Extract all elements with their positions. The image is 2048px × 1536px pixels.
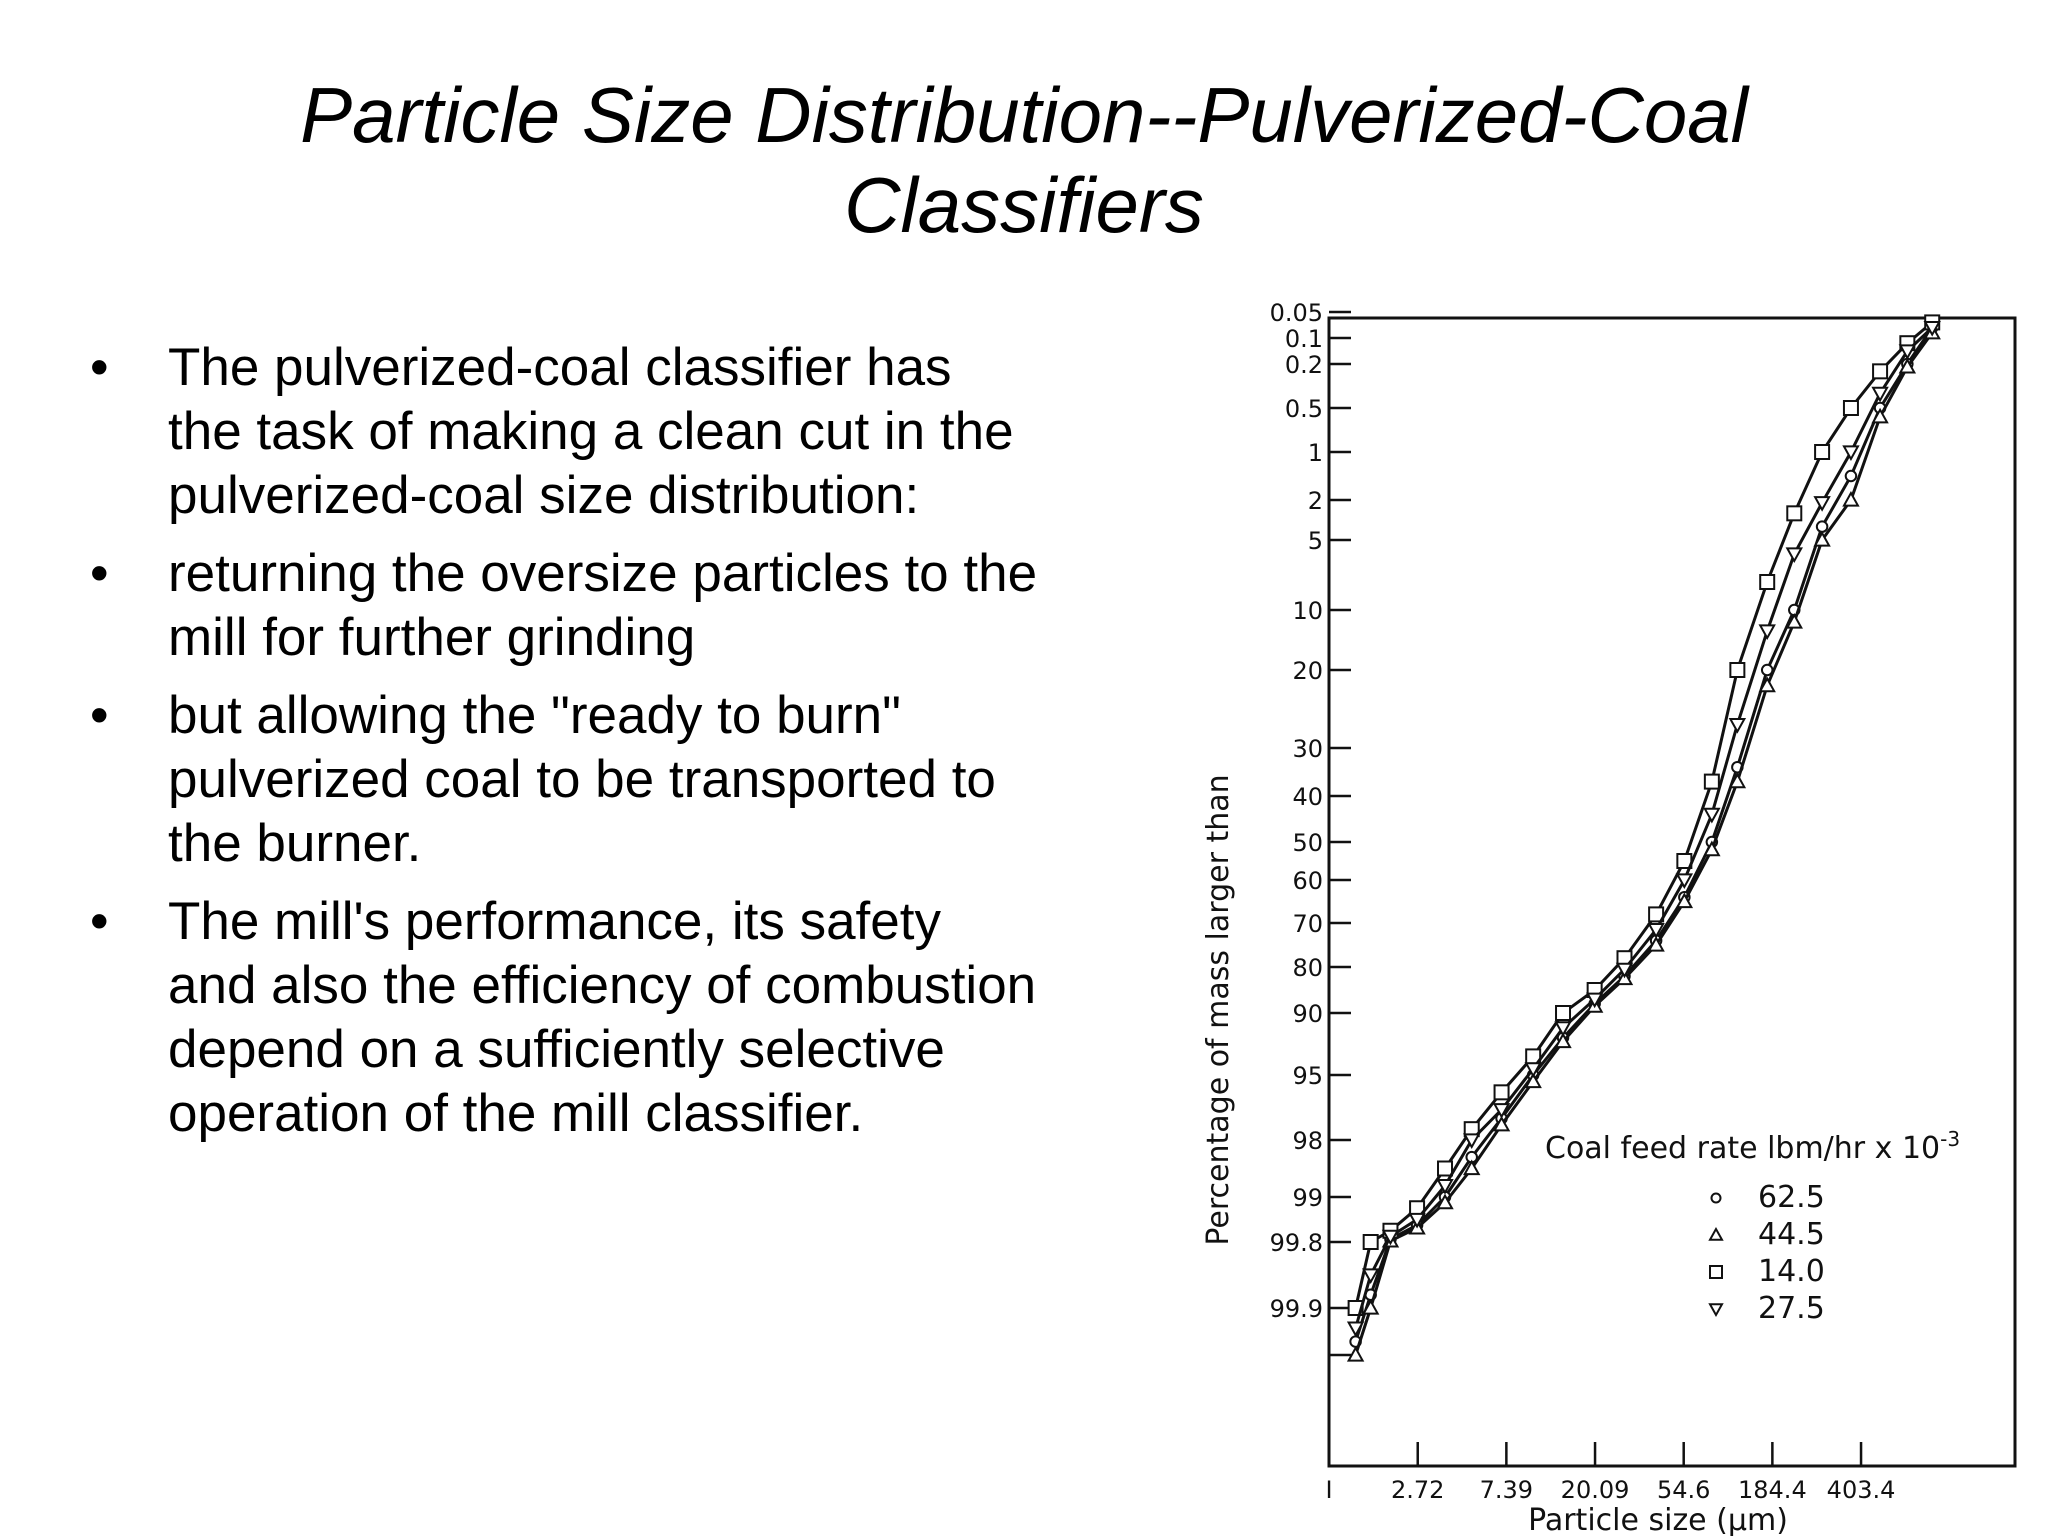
data-point-square — [1556, 1006, 1570, 1020]
y-tick-label: 70 — [1292, 910, 1323, 938]
y-tick-label: 0.1 — [1284, 325, 1323, 353]
y-tick-label: 10 — [1292, 597, 1323, 625]
data-point-square — [1787, 506, 1801, 520]
y-tick-label: 50 — [1292, 829, 1323, 857]
data-point-triangle-down — [1730, 719, 1744, 732]
particle-size-chart — [1170, 280, 2030, 1536]
legend-title-exponent: -3 — [1940, 1127, 1961, 1151]
chart-svg — [1170, 280, 2030, 1536]
y-tick-label: 40 — [1292, 783, 1323, 811]
data-point-square — [1730, 663, 1744, 677]
y-tick-label: 99 — [1292, 1184, 1323, 1212]
data-point-circle — [1817, 521, 1828, 532]
y-tick-label: 0.5 — [1284, 395, 1323, 423]
y-tick-label: 5 — [1307, 527, 1323, 555]
y-axis — [1270, 299, 1351, 1355]
data-point-square — [1844, 401, 1858, 415]
bullet-item — [78, 336, 1038, 528]
bullet-dot: • — [90, 892, 109, 951]
bullet-dot: • — [90, 686, 109, 745]
data-point-triangle-down — [1787, 548, 1801, 561]
legend-title — [1545, 1127, 1960, 1166]
y-tick-label: 80 — [1292, 954, 1323, 982]
y-tick-label: 20 — [1292, 657, 1323, 685]
data-point-triangle — [1844, 493, 1858, 506]
data-point-triangle-down — [1465, 1134, 1479, 1147]
data-point-square — [1873, 364, 1887, 378]
series-layer — [1349, 315, 1940, 1360]
y-tick-label: 90 — [1292, 1000, 1323, 1028]
x-axis-label: Particle size (μm) — [1528, 1503, 1788, 1536]
data-point-triangle-down — [1705, 809, 1719, 822]
x-tick-label: 2.72 — [1391, 1476, 1445, 1504]
x-tick-label: 7.39 — [1479, 1476, 1534, 1504]
data-point-square — [1705, 775, 1719, 789]
x-tick-label: 184.4 — [1738, 1476, 1807, 1504]
data-point-square — [1815, 445, 1829, 459]
data-point-square — [1710, 1266, 1722, 1278]
bullet-item — [78, 684, 1038, 876]
data-point-triangle-down — [1760, 625, 1774, 638]
y-tick-label: 2 — [1307, 487, 1323, 515]
legend-entry-label: 44.5 — [1758, 1217, 1825, 1252]
data-point-triangle — [1710, 1229, 1722, 1240]
data-point-triangle-down — [1815, 497, 1829, 510]
x-tick-label: 54.6 — [1656, 1476, 1711, 1504]
x-axis — [1325, 1442, 1895, 1504]
data-point-square — [1760, 575, 1774, 589]
x-tick-label: 403.4 — [1826, 1476, 1896, 1504]
y-tick-label: 98 — [1292, 1127, 1323, 1155]
x-tick-label: 20.09 — [1560, 1476, 1630, 1504]
slide-title-line-1: Particle Size Distribution--Pulverized-Coal — [300, 71, 1748, 159]
data-point-square — [1438, 1162, 1452, 1176]
y-tick-label: 30 — [1292, 735, 1323, 763]
y-axis-label: Percentage of mass larger than — [1201, 774, 1236, 1246]
y-tick-label: 1 — [1307, 439, 1323, 467]
y-tick-label: 0.05 — [1269, 299, 1323, 327]
data-point-square — [1364, 1235, 1378, 1249]
y-tick-label: 0.2 — [1284, 351, 1323, 379]
legend-entry-label: 62.5 — [1758, 1180, 1825, 1215]
plot-frame — [1329, 318, 2015, 1466]
bullet-item — [78, 890, 1038, 1146]
data-point-square — [1495, 1085, 1509, 1099]
y-tick-label: 60 — [1292, 867, 1323, 895]
legend-entry-label: 14.0 — [1758, 1254, 1825, 1289]
bullet-text: The pulverized-coal classifier has the task of making a clean cut in the pulverized-coal size distribution: — [168, 338, 1014, 525]
y-tick-label: 99.8 — [1269, 1229, 1323, 1257]
data-point-triangle-down — [1844, 446, 1858, 459]
bullet-text: returning the oversize particles to the mill for further grinding — [168, 544, 1038, 667]
x-tick-label: I — [1325, 1476, 1333, 1504]
legend-entry-label: 27.5 — [1758, 1291, 1825, 1326]
bullet-dot: • — [90, 338, 109, 397]
bullet-text: but allowing the "ready to burn" pulverized coal to be transported to the burner. — [168, 686, 996, 873]
legend — [1545, 1127, 1960, 1326]
bullet-text: The mill's performance, its safety and also the efficiency of combustion depend on a sufficiently selective operation of the mill classifier. — [168, 892, 1037, 1143]
legend-title-text: Coal feed rate lbm/hr x 10 — [1545, 1131, 1941, 1166]
bullet-dot: • — [90, 544, 109, 603]
slide-title — [0, 70, 2048, 250]
bullet-item — [78, 542, 1038, 670]
slide-title-line-2: Classifiers — [844, 161, 1204, 249]
data-point-circle — [1712, 1194, 1721, 1203]
data-point-triangle-down — [1710, 1304, 1722, 1315]
y-tick-label: 95 — [1292, 1062, 1323, 1090]
y-tick-label: 99.9 — [1269, 1295, 1323, 1323]
bullet-list — [78, 336, 1038, 1160]
data-point-circle — [1846, 471, 1857, 482]
